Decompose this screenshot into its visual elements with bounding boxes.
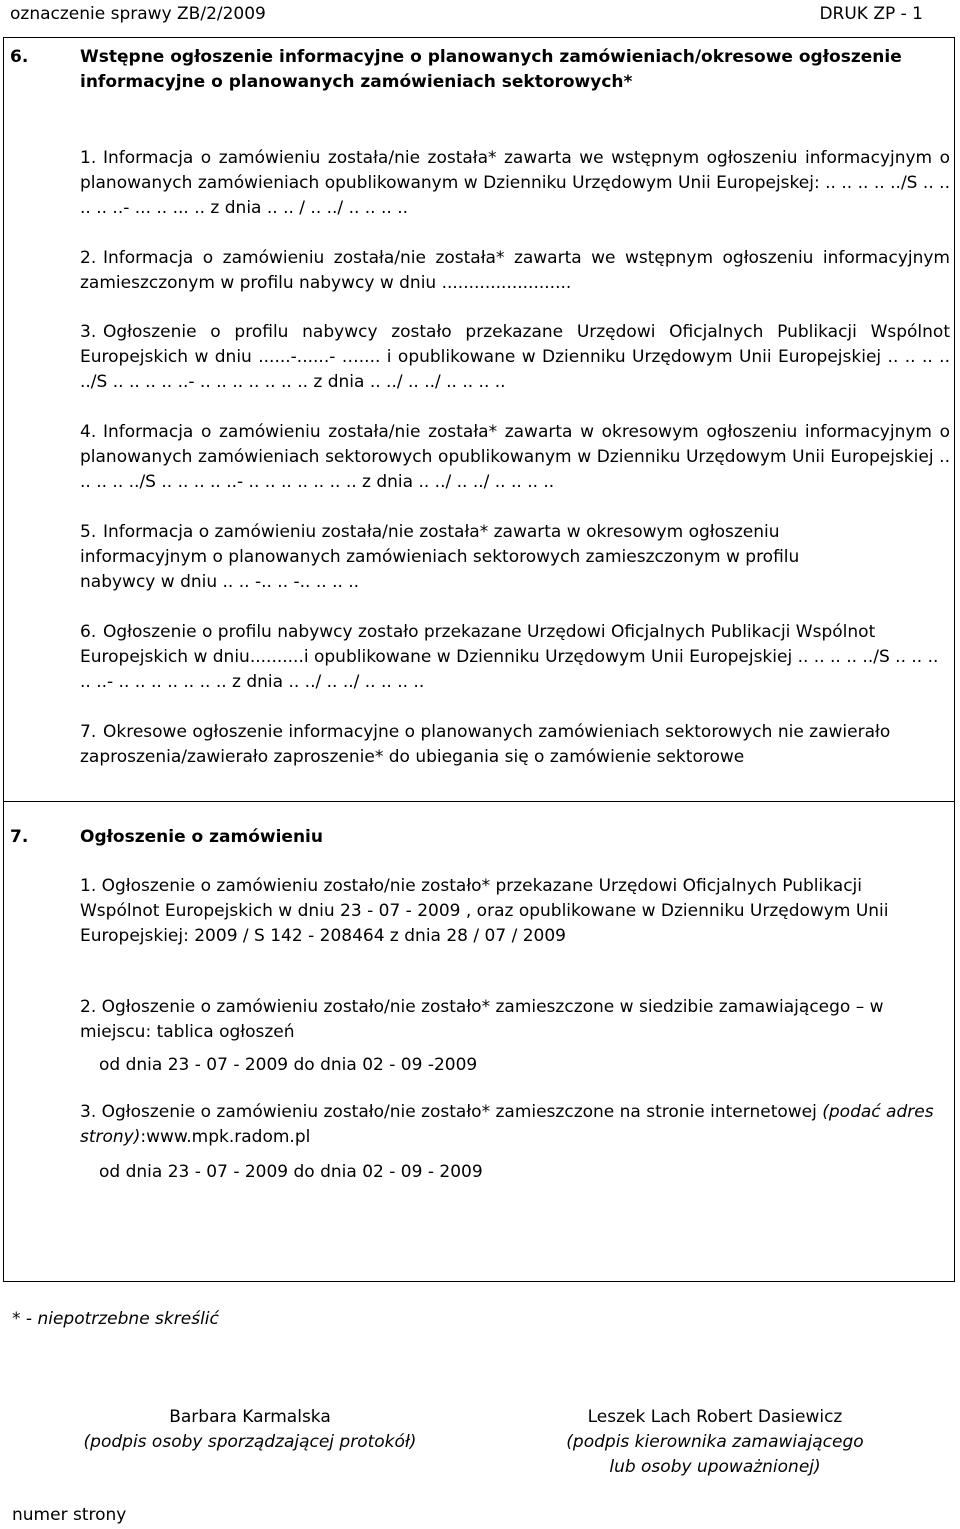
signature-right (530, 1405, 900, 1480)
signature-right-name: Leszek Lach Robert Dasiewicz (587, 1407, 843, 1427)
s6-item-1-text: Informacja o zamówieniu została/nie została* zawarta we wstępnym ogłoszeniu informacyjnym o planowanych zamówieniach opublikowanym w Dzienniku Urzędowym Unii Europejskej: .. .. .. .. ../S .. .. .. .. ..- ... .. ... .. z dnia .. .. / .. ../ .. .. .. .. (80, 148, 950, 218)
s6-item-5 (80, 520, 880, 595)
s6-item-3 (80, 320, 950, 395)
s6-item-7 (80, 720, 950, 770)
s7-item-2-dates: od dnia 23 - 07 - 2009 do dnia 02 - 09 -2009 (99, 1055, 478, 1075)
s6-item-3-text: Ogłoszenie o profilu nabywcy zostało przekazane Urzędowi Oficjalnych Publikacji Wspólnot Europejskich w dniu ......-......- ….... i opublikowane w Dzienniku Urzędowym Unii Europejskiej .. .. .. .. ../S .. .. .. .. ..- .. .. .. .. .. .. .. z dnia .. ../ .. ../ .. .. .. .. (80, 322, 950, 392)
s6-item-7-num: 7. (80, 722, 97, 742)
section-6-number: 6. (10, 47, 29, 67)
section-6-title: Wstępne ogłoszenie informacyjne o planowanych zamówieniach/okresowe ogłoszenie informacyjne o planowanych zamówieniach sektorowych* (80, 47, 902, 92)
case-reference: oznaczenie sprawy ZB/2/2009 (10, 4, 266, 24)
s7-item-3-hint: (podać adres strony) (80, 1102, 934, 1147)
s6-item-6-text: Ogłoszenie o profilu nabywcy zostało przekazane Urzędowi Oficjalnych Publikacji Wspólnot Europejskich w dniu..........i opublikowane w Dzienniku Urzędowym Unii Europejskiej .. .. .. .. ../S .. .. .. .. ..- .. .. .. .. .. .. .. z dnia .. ../ .. ../ .. .. .. .. (80, 622, 939, 692)
signature-left-role: (podpis osoby sporządzającej protokół) (83, 1432, 417, 1452)
s6-item-1-num: 1. (80, 148, 97, 168)
s7-item-3-dates: od dnia 23 - 07 - 2009 do dnia 02 - 09 - 2009 (99, 1162, 483, 1182)
s6-item-4-text: Informacja o zamówieniu została/nie została* zawarta w okresowym ogłoszeniu informacyjnym o planowanych zamówieniach sektorowych opublikowanym w Dzienniku Urzędowym Unii Europejskiej .. .. .. .. ../S .. .. .. .. ..- .. .. .. .. .. .. .. z dnia .. ../ .. ../ .. .. .. .. (80, 422, 950, 492)
signature-left-name: Barbara Karmalska (169, 1407, 331, 1427)
section-7-title: Ogłoszenie o zamówieniu (80, 827, 323, 847)
s6-item-4-num: 4. (80, 422, 97, 442)
signature-right-role-2: lub osoby upoważnionej) (609, 1457, 821, 1477)
s6-item-3-num: 3. (80, 322, 97, 342)
s6-item-7-text: Okresowe ogłoszenie informacyjne o planowanych zamówieniach sektorowych nie zawierało zaproszenia/zawierało zaproszenie* do ubiegania się o zamówienie sektorowe (80, 722, 891, 767)
s6-item-2-text: Informacja o zamówieniu została/nie została* zawarta we wstępnym ogłoszeniu informacyjnym zamieszczonym w profilu nabywcy w dniu ........................ (80, 248, 950, 293)
s6-item-6-num: 6. (80, 622, 97, 642)
s6-item-5-num: 5. (80, 522, 97, 542)
s7-item-3-url: :www.mpk.radom.pl (140, 1127, 311, 1147)
signature-left (60, 1405, 440, 1455)
page-number-label: numer strony (12, 1505, 127, 1525)
s6-item-4 (80, 420, 950, 495)
section-7-number: 7. (10, 827, 29, 847)
s7-item-3-text: 3. Ogłoszenie o zamówieniu zostało/nie zostało* zamieszczone na stronie internetowej (80, 1102, 817, 1122)
signature-right-role-1: (podpis kierownika zamawiającego (566, 1432, 864, 1452)
s6-item-2 (80, 246, 950, 296)
print-code: DRUK ZP - 1 (819, 4, 923, 24)
footnote: * - niepotrzebne skreślić (12, 1309, 219, 1329)
s6-item-1 (80, 146, 950, 221)
s6-item-5-text: Informacja o zamówieniu została/nie została* zawarta w okresowym ogłoszeniu informacyjnym o planowanych zamówieniach sektorowych zamieszczonym w profilu nabywcy w dniu .. .. -.. .. -.. .. .. .. (80, 522, 800, 592)
s7-item-2: 2. Ogłoszenie o zamówieniu zostało/nie zostało* zamieszczone w siedzibie zamawiającego – w miejscu: tablica ogłoszeń (80, 997, 884, 1042)
s6-item-6 (80, 620, 950, 695)
s7-item-3 (80, 1100, 950, 1150)
s7-item-1: 1. Ogłoszenie o zamówieniu zostało/nie zostało* przekazane Urzędowi Oficjalnych Publikacji Wspólnot Europejskich w dniu 23 - 07 - 2009 , oraz opublikowane w Dzienniku Urzędowym Unii Europejskiej: 2009 / S 142 - 208464 z dnia 28 / 07 / 2009 (80, 876, 889, 946)
s6-item-2-num: 2. (80, 248, 97, 268)
